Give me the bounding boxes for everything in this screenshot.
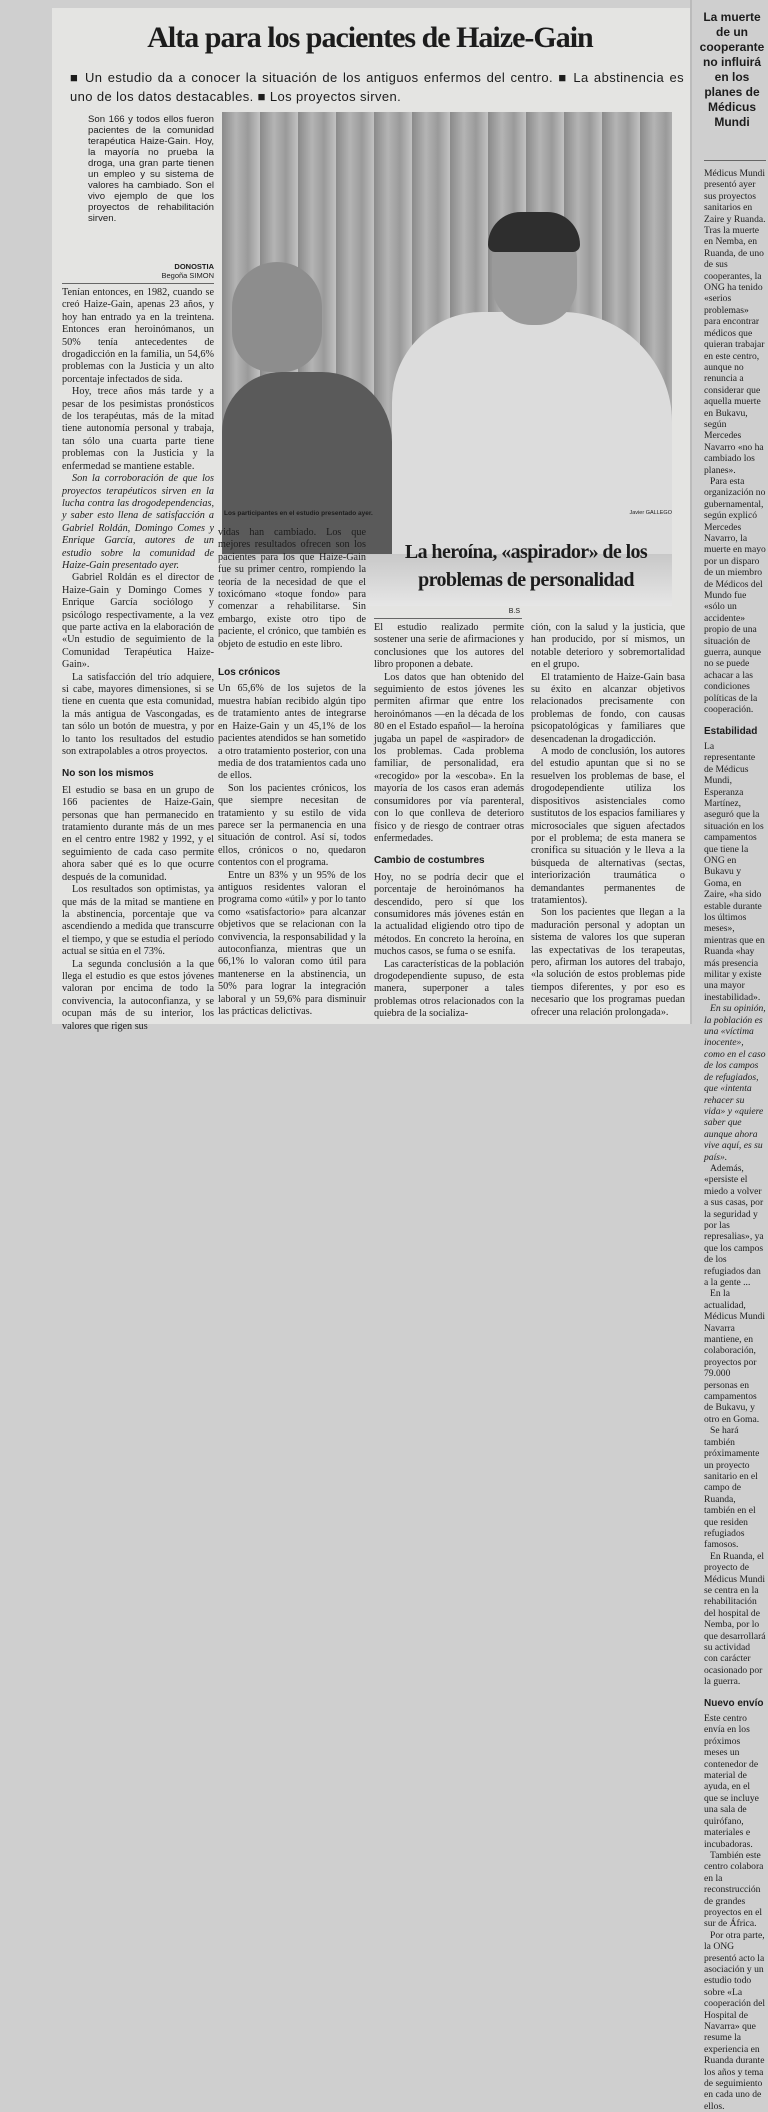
subheading: Los crónicos bbox=[218, 667, 281, 679]
divider bbox=[374, 618, 522, 619]
paragraph: Médicus Mundi presentó ayer sus proyectos sanitarios en Zaire y Ruanda. Tras la muerte en Nemba, en Ruanda, de uno de sus cooperantes, la ONG ha tenido «serios problemas» para encontrar médicos que quieran trabajar en este centro, aunque no renuncia a considerar que aquella muerte en Bukavu, según Mercedes Navarro «no ha cambiado los planes». bbox=[704, 168, 766, 476]
photo-person-left-head bbox=[232, 262, 322, 372]
headline: Alta para los pacientes de Haize-Gain bbox=[147, 21, 593, 54]
subheading: No son los mismos bbox=[62, 768, 154, 780]
paragraph: Se hará también próximamente un proyecto sanitario en el campo de Ruanda, también en el que residen refugiados famosos. bbox=[704, 1425, 760, 1551]
divider bbox=[704, 160, 766, 161]
column-2 bbox=[218, 527, 366, 1018]
photo-credit: Javier GALLEGO bbox=[629, 510, 672, 516]
lead-paragraph: Son 166 y todos ellos fueron pacientes de la comunidad terapéutica Haize-Gain. Hoy, la mayoría no prueba la droga, una gran parte tienen un empleo y su sistema de valores ha cambiado. Son el vivo ejemplo de que los proyectos de rehabilitación sirven. bbox=[88, 114, 214, 224]
byline bbox=[62, 262, 214, 280]
adjacent-article-column bbox=[704, 168, 766, 2112]
subheading: Cambio de costumbres bbox=[374, 855, 485, 867]
paragraph: Tenían entonces, en 1982, cuando se creó Haize-Gain, apenas 23 años, y hoy han entrado ya en la treintena. Entonces eran heroinómanos, un 50% tenía antecedentes de drogadicción en la familia, un 54,6% problemas con la Justicia y un alto porcentaje infectados de sida. bbox=[62, 287, 214, 385]
paragraph: Gabriel Roldán es el director de Haize-Gain y Domingo Comes y Enrique García sociólogo y psicólogo respectivamente, a la vez que parte activa en la elaboración de «Un estudio de seguimiento de la Comunidad Terapéutica Haize-Gain». bbox=[62, 572, 214, 671]
paragraph: Hoy, no se podría decir que el porcentaje de heroinómanos ha descendido, pero sí que los consumidores más jóvenes están en la actualidad eligiendo otro tipo de métodos. En concreto la heroína, en muchos casos, se fuma o se esnifa. bbox=[374, 871, 524, 958]
paragraph: Los resultados son optimistas, ya que más de la mitad se mantiene en la abstinencia, porcentaje que va ascendiendo a medida que transcurre el tiempo, y que se estudia el período actual se sitúa en el 73%. bbox=[62, 884, 214, 958]
paragraph: Las características de la población drogodependiente supuso, de esta manera, superponer a tales problemas otros relacionados con la quiebra de la socializa- bbox=[374, 958, 524, 1020]
news-photo bbox=[222, 112, 672, 506]
paragraph: Este centro envía en los próximos meses un contenedor de material de ayuda, en el que se incluye una sala de quirófano, materiales e incubadoras. bbox=[704, 1713, 759, 1850]
author: Begoña SIMON bbox=[161, 271, 214, 280]
paragraph: El estudio realizado permite sostener una serie de afirmaciones y conclusiones que los autores del libro proponen a debate. bbox=[374, 622, 524, 671]
column-3 bbox=[374, 622, 524, 1018]
dateline: DONOSTIA bbox=[174, 262, 214, 271]
paragraph: En Ruanda, el proyecto de Médicus Mundi se centra en la rehabilitación del hospital de Nemba, por lo que desarrollará su actividad con carácter ocasionado por la guerra. bbox=[704, 1550, 766, 1688]
paragraph: En su opinión, la población es una «víctima inocente», como en el caso de los campos de refugiados, que «intenta rehacer su vida» y «quiere saber que aunque ahora vive aquí, es su país». bbox=[704, 1003, 766, 1163]
paragraph: Son los pacientes que llegan a la maduración personal y adoptan un sistema de valores los que superan las expectativas de los terapeutas, pero, afirman los autores del trabajo, «la solución de estos problemas pide tiempos diferentes, y por eso es necesario que los programas puedan ofrecer una relación prolongada». bbox=[531, 907, 685, 1018]
paragraph: La representante de Médicus Mundi, Esperanza Martínez, aseguró que la situación en los campamentos que tiene la ONG en Bukavu y Goma, en Zaire, «ha sido estable durante los últimos meses», mientras que en Ruanda «hay más presencia militar y existe una mayor inestabilidad». bbox=[704, 740, 765, 1003]
paragraph: ción, con la salud y la justicia, que han producido, por sí mismos, un notable deterioro y sobremortalidad en el grupo. bbox=[531, 622, 685, 671]
paragraph: Un 65,6% de los sujetos de la muestra habían recibido algún tipo de tratamiento antes de integrarse en Haize-Gain y un 45,1% de los pacientes atendidos se han sometido a otro tratamiento posterior, con una media de dos tratamientos cada uno de ellos. bbox=[218, 683, 366, 782]
subheading: Estabilidad bbox=[704, 725, 758, 737]
paragraph: La segunda conclusión a la que llega el estudio es que estos jóvenes valoran por encima de todo la convivencia, la autoconfianza, y se ocupan más de su interior, los valores que rigen sus bbox=[62, 958, 214, 1032]
secondary-byline: B.S bbox=[508, 608, 520, 615]
paragraph: En la actualidad, Médicus Mundi Navarra mantiene, en colaboración, proyectos por 79.000 personas en campamentos de Bukavu, y otro en Goma. bbox=[704, 1288, 766, 1425]
paragraph: Por otra parte, la ONG presentó acto la asociación y un estudio todo sobre «La cooperación del Hospital de Navarra» que resume la experiencia en Ruanda durante los años y tema de seguimiento en cada uno de ellos. bbox=[704, 1929, 765, 2112]
paragraph: vidas han cambiado. Los que mejores resultados ofrecen son los pacientes para los que Haize-Gain fue su primer centro, rompiendo la teoría de la necesidad de que el toxicómano «toque fondo» para comenzar a rehabilitarse. Sin embargo, existe otro tipo de paciente, el crónico, que también es objeto de estudio en este libro. bbox=[218, 527, 366, 650]
divider bbox=[62, 283, 214, 284]
paragraph: Hoy, trece años más tarde y a pesar de los pesimistas pronósticos de los terapéutas, más de la mitad tiene autonomía personal y trabaja, tan sólo una cuarta parte tiene problemas con la Justicia y la enfermedad se mantiene estable. bbox=[62, 386, 214, 472]
deck: ■ Un estudio da a conocer la situación de los antiguos enfermos del centro. ■ La abstinencia es uno de los datos destacables. ■ Los proyectos sirven. bbox=[70, 70, 684, 104]
photo-caption: Los participantes en el estudio presentado ayer. bbox=[224, 510, 373, 517]
column-4 bbox=[531, 622, 685, 1018]
paragraph: A modo de conclusión, los autores del estudio apuntan que si no se resuelven los problemas de base, el drogodependiente utiliza los dispositivos asistenciales como sustitutos de los espacios familiares y microsociales que siguen afectados por el problema; de esta manera se cronifica su situación y le lleva a la búsqueda de alternativas (sectas, interiorización traumática o demandantes permanentes de tratamientos). bbox=[531, 746, 685, 906]
paragraph: Los datos que han obtenido del seguimiento de estos jóvenes les permiten afirmar que entre los heroinómanos —en la década de los 80 en el Estado español— la heroína jugaba un papel de «aspirador» de los problemas. Cada problema familiar, de personalidad, era «recogido» por la «escoba». En la mayoría de los casos eran además consumidores por vía parenteral, con lo que conlleva de deterioro físico y de riesgo de contraer otras enfermedades. bbox=[374, 671, 524, 844]
photo-person-right bbox=[392, 312, 672, 557]
adjacent-article-headline: La muerte de un cooperante no influirá en los planes de Médicus Mundi bbox=[699, 10, 765, 129]
paragraph: Son la corroboración de que los proyectos terapéuticos sirven en la lucha contra las drogodependencias, y saber esto llena de satisfacción a Gabriel Roldán, Domingo Comes y Enrique García, autores de un estudio sobre la comunidad de Haize-Gain presentado ayer. bbox=[62, 473, 214, 571]
paragraph: Además, «persiste el miedo a volver a sus casas, por la seguridad y por las represalias», ya que los campos de los refugiados dan a la gente ... bbox=[704, 1162, 764, 1288]
secondary-headline: La heroína, «aspirador» de los problemas de personalidad bbox=[404, 541, 648, 591]
page-fold bbox=[690, 0, 692, 1024]
paragraph: Para esta organización no gubernamental, según explicó Mercedes Navarro, la muerte en mayo por un disparo de un miembro de Médicos del Mundo fue «sólo un accidente» propio de una situación de guerra, aunque no se puede achacar a las condiciones políticas de la cooperación. bbox=[704, 475, 766, 716]
paragraph: Entre un 83% y un 95% de los antiguos residentes valoran el programa como «útil» y por lo tanto como «satisfactorio» para alcanzar objetivos que se relacionan con la convivencia, la responsabilidad y la autoconfianza, mientras que un 66,1% lo valoran como útil para mantenerse en la abstinencia, un 50% para lograr la integración laboral y un 59,6% para disminuir las prácticas delictivas. bbox=[218, 869, 366, 1018]
paragraph: La satisfacción del trío adquiere, si cabe, mayores dimensiones, si se tiene en cuenta que esta comunidad, la más antigua de Vascongadas, es tan sólo un botón de muestra, y por lo tanto los resultados del estudio son extrapolables a otros proyectos. bbox=[62, 671, 214, 758]
paragraph: También este centro colabora en la reconstrucción de grandes proyectos en el sur de África. bbox=[704, 1849, 764, 1930]
paragraph: El tratamiento de Haize-Gain basa su éxito en alcanzar objetivos relacionados precisamente con problemas de fondo, con causas psicopatológicas y familiares que desencadenan la drogadicción. bbox=[531, 671, 685, 745]
subheading: Nuevo envío bbox=[704, 1697, 764, 1709]
column-1 bbox=[62, 287, 214, 1032]
paragraph: El estudio se basa en un grupo de 166 pacientes de Haize-Gain, personas que han permanecido en tratamiento durante más de un mes en el centro entre 1982 y 1992, y el seguimiento de cada caso permite ahora saber qué es lo que ocurre después de la comunidad. bbox=[62, 784, 214, 883]
photo-person-right-hair bbox=[488, 212, 580, 252]
paragraph: Son los pacientes crónicos, los que siempre necesitan de tratamiento y su estilo de vida parece ser la permanencia en una situación de control. Así sí, todos ellos, crónicos o no, quedaron contentos con el programa. bbox=[218, 782, 366, 869]
